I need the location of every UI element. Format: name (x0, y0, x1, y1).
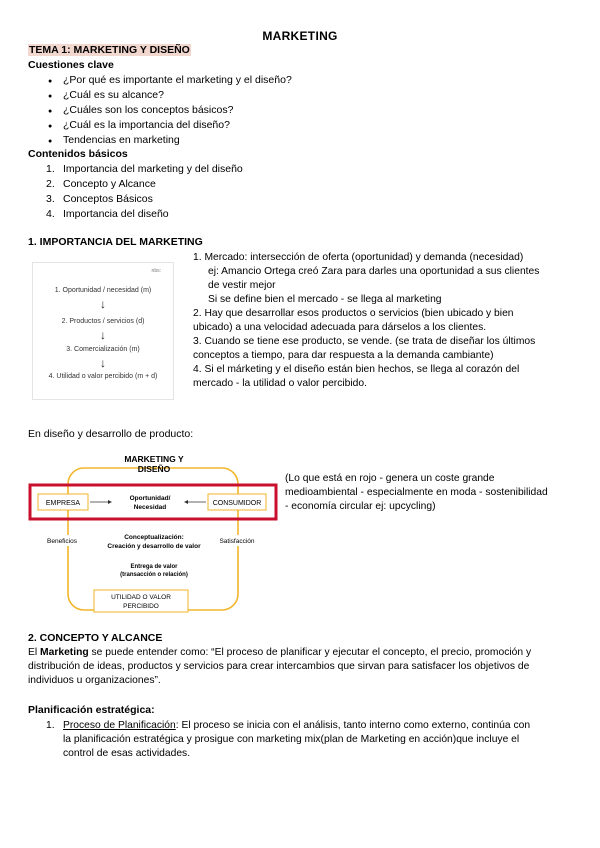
list-item: ● ¿Cuál es su alcance? (28, 88, 292, 103)
consumidor-label: CONSUMIDOR (212, 500, 262, 507)
list-item: 4. Importancia del diseño (46, 208, 169, 220)
list-item: 1. Importancia del marketing y del diseño (46, 163, 243, 175)
text-line: conceptos a tiempo, para dar respuesta a la demanda cambiante) (193, 350, 494, 361)
text-line: (Lo que está en rojo - genera un coste grande (285, 473, 495, 484)
text-line: - economía circular ej: upcycling) (285, 501, 436, 512)
figure-step: 3. Comercialización (m) (66, 346, 140, 353)
text-line: 1. Mercado: intersección de oferta (oportunidad) y demanda (necesidad) (193, 252, 524, 263)
section2-paragraph (28, 646, 531, 688)
key-questions-list (28, 73, 292, 148)
list-item: ● ¿Cuál es la importancia del diseño? (28, 118, 292, 133)
down-arrow-icon: ↓ (100, 297, 106, 311)
text-line: Si se define bien el mercado - se llega al marketing (208, 294, 442, 305)
list-item: 3. Conceptos Básicos (46, 193, 153, 205)
oportunidad-label-2: Necesidad (133, 504, 167, 511)
text-line: de vestir mejor (208, 280, 276, 291)
basic-contents-list (28, 162, 243, 222)
design-intro: En diseño y desarrollo de producto: (28, 428, 194, 440)
section2-heading: 2. CONCEPTO Y ALCANCE (28, 632, 163, 644)
topic-heading: TEMA 1: MARKETING Y DISEÑO (29, 44, 190, 56)
entrega-label-1: Entrega de valor (130, 564, 178, 570)
list-item: ● Tendencias en marketing (28, 133, 292, 148)
text-line: mercado - la utilidad o valor percibido. (193, 378, 367, 389)
text-line: 2. Hay que desarrollar esos productos o servicios (bien ubicado y bien (193, 308, 514, 319)
planning-term: Proceso de Planificación (63, 720, 176, 731)
text-line: ej: Amancio Ortega creó Zara para darles una oportunidad a sus clientes (208, 266, 540, 277)
diagram-note (285, 472, 548, 514)
diagram-title-1: MARKETING Y (124, 454, 184, 464)
section1-text (193, 251, 583, 391)
process-figure (32, 262, 174, 400)
text-line: distribución de ideas, productos y servicios para crear intercambios que sirvan para satisfacer los objetivos de (28, 661, 530, 672)
figure-corner-note: nbs: (151, 268, 161, 274)
marketing-design-diagram (28, 450, 280, 620)
list-item: 2. Concepto y Alcance (46, 178, 156, 190)
down-arrow-icon: ↓ (100, 328, 106, 342)
text-line: 3. Cuando se tiene ese producto, se vende. (se trata de diseñar los últimos (193, 336, 536, 347)
empresa-label: EMPRESA (45, 500, 81, 507)
section1-heading: 1. IMPORTANCIA DEL MARKETING (28, 236, 203, 248)
figure-step: 4. Utilidad o valor percibido (m + d) (48, 373, 158, 380)
down-arrow-icon: ↓ (100, 356, 106, 370)
text-line: medioambiental - especialmente en moda - sostenibilidad (285, 487, 548, 498)
utilidad-label-1: UTILIDAD O VALOR (111, 594, 171, 601)
text-line: El Marketing se puede entender como: “El proceso de planificar y ejecutar el concepto, el precio, promoción y (28, 647, 532, 658)
text-line: control de esas actividades. (63, 748, 191, 759)
planning-item (28, 719, 530, 761)
oportunidad-label-1: Oportunidad/ (129, 495, 171, 502)
list-item: ● ¿Por qué es importante el marketing y el diseño? (28, 73, 292, 88)
document-title: MARKETING (262, 29, 338, 43)
figure-step: 2. Productos / servicios (d) (61, 318, 145, 325)
key-questions-heading: Cuestiones clave (28, 59, 114, 71)
satisfaccion-label: Satisfacción (219, 538, 255, 545)
list-item: ● ¿Cuáles son los conceptos básicos? (28, 103, 292, 118)
text-line: 1. Proceso de Planificación: El proceso se inicia con el análisis, tanto interno como externo, continúa con (46, 720, 531, 731)
text-line: ubicado) a una velocidad adecuada para dárselos a los clientes. (193, 322, 487, 333)
planning-heading: Planificación estratégica: (28, 704, 155, 716)
arrowhead-icon (184, 500, 188, 504)
basic-contents-heading: Contenidos básicos (28, 148, 128, 160)
figure-step: 1. Oportunidad / necesidad (m) (54, 287, 152, 294)
diagram-title-2: DISEÑO (137, 464, 171, 474)
beneficios-label: Beneficios (47, 538, 77, 545)
text-line: 4. Si el márketing y el diseño están bien hechos, se llega al corazón del (193, 364, 520, 375)
entrega-label-2: (transacción o relación) (120, 572, 188, 578)
concept-label-2: Creación y desarrollo de valor (107, 543, 201, 550)
text-line: individuos u organizaciones”. (28, 675, 161, 686)
arrowhead-icon (108, 500, 112, 504)
utilidad-label-2: PERCIBIDO (123, 603, 159, 610)
text-line: la planificación estratégica y prosigue con marketing mix(plan de Marketing en acción)que incluye el (63, 734, 520, 745)
concept-label-1: Conceptualización: (124, 534, 184, 541)
